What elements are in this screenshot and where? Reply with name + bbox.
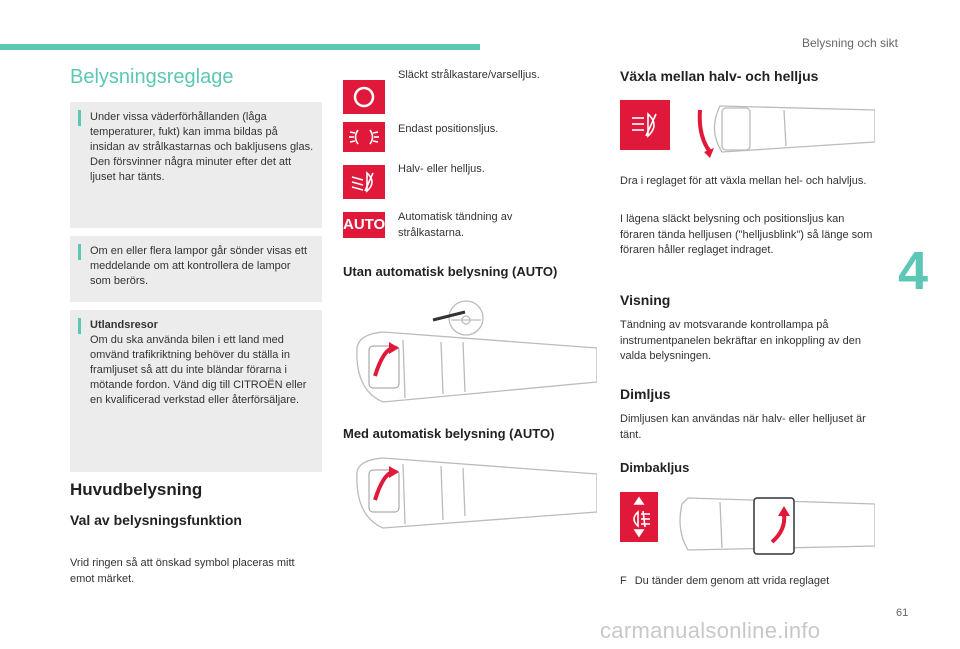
- symbol-label: Automatisk tändning av strålkastarna.: [398, 211, 513, 239]
- rear-fog-icon: [620, 492, 658, 542]
- note-travel-abroad: [70, 310, 322, 472]
- position-lights-icon: [343, 122, 385, 152]
- display-paragraph: Tändning av motsvarande kontrollampa på instrumentpanelen bekräftar en inkoppling av den valda belysningen.: [620, 319, 861, 362]
- heading-main-lighting: Huvudbelysning: [70, 480, 203, 499]
- note-condensation: [70, 102, 322, 228]
- stalk-illustration-auto: [343, 450, 597, 540]
- chapter-number: 4: [898, 241, 929, 301]
- heading-fog-lights: Dimljus: [620, 386, 671, 402]
- note-marker: [78, 110, 81, 126]
- note-text: Om en eller flera lampor går sönder visas ett meddelande om att kontrollera de lampor som berörs.: [90, 245, 308, 287]
- note-bulb-failure: [70, 236, 322, 302]
- symbol-label: Halv- eller helljus.: [398, 163, 485, 175]
- note-marker: [78, 244, 81, 260]
- note-title: Utlandsresor: [90, 319, 158, 331]
- note-text: Under vissa väderförhållanden (låga temperaturer, fukt) kan imma bildas på insidan av strålkastarnas och bakljusens glas. Den försvinner några minuter efter det att ljuset har tänts.: [90, 111, 314, 183]
- note-text: Om du ska använda bilen i ett land med omvänd trafikriktning behöver du ställa in framljuset så att du inte bländar förarna i mötande fordon. Vänd dig till CITROËN eller en kvalificerad verkstad eller återförsäljare.: [90, 334, 307, 406]
- heading-with-auto: Med automatisk belysning (AUTO): [343, 426, 555, 441]
- dipped-beam-icon: [343, 165, 385, 199]
- heading-function-select: Val av belysningsfunktion: [70, 512, 242, 528]
- fog-paragraph: Dimljusen kan användas när halv- eller helljuset är tänt.: [620, 413, 866, 441]
- symbol-label: Endast positionsljus.: [398, 123, 499, 135]
- main-beam-icon: [620, 100, 670, 150]
- heading-without-auto: Utan automatisk belysning (AUTO): [343, 264, 558, 279]
- auto-icon: [343, 212, 385, 238]
- page-number: 61: [896, 607, 909, 619]
- heading-display: Visning: [620, 292, 671, 308]
- stalk-illustration-no-auto: [343, 290, 597, 418]
- auto-icon-text: AUTO: [343, 216, 386, 233]
- stalk-illustration-pull: [680, 96, 875, 162]
- page-title: Belysningsreglage: [70, 66, 234, 88]
- body-text: Vrid ringen så att önskad symbol placeras mitt emot märket.: [70, 557, 295, 585]
- light-off-icon: [343, 80, 385, 114]
- note-marker: [78, 318, 81, 334]
- top-accent-bar: [0, 44, 480, 50]
- bullet-icon: F: [620, 575, 627, 587]
- heading-beam-switch: Växla mellan halv- och helljus: [620, 68, 819, 84]
- chapter-title: Belysning och sikt: [801, 36, 898, 50]
- rear-fog-instruction: [620, 574, 882, 590]
- heading-rear-fog: Dimbakljus: [620, 460, 690, 475]
- stalk-illustration-rear-fog: [672, 490, 875, 560]
- rear-fog-text: Du tänder dem genom att vrida reglaget: [634, 575, 830, 587]
- watermark: carmanualsonline.info: [600, 618, 821, 643]
- symbol-label: Släckt strålkastare/varselljus.: [398, 69, 540, 81]
- switch-paragraph-2: I lägena släckt belysning och positionsljus kan föraren tända helljusen ("helljusblink") så länge som föraren håller reglaget indraget.: [620, 213, 873, 256]
- switch-paragraph-1: Dra i reglaget för att växla mellan hel- och halvljus.: [620, 175, 867, 187]
